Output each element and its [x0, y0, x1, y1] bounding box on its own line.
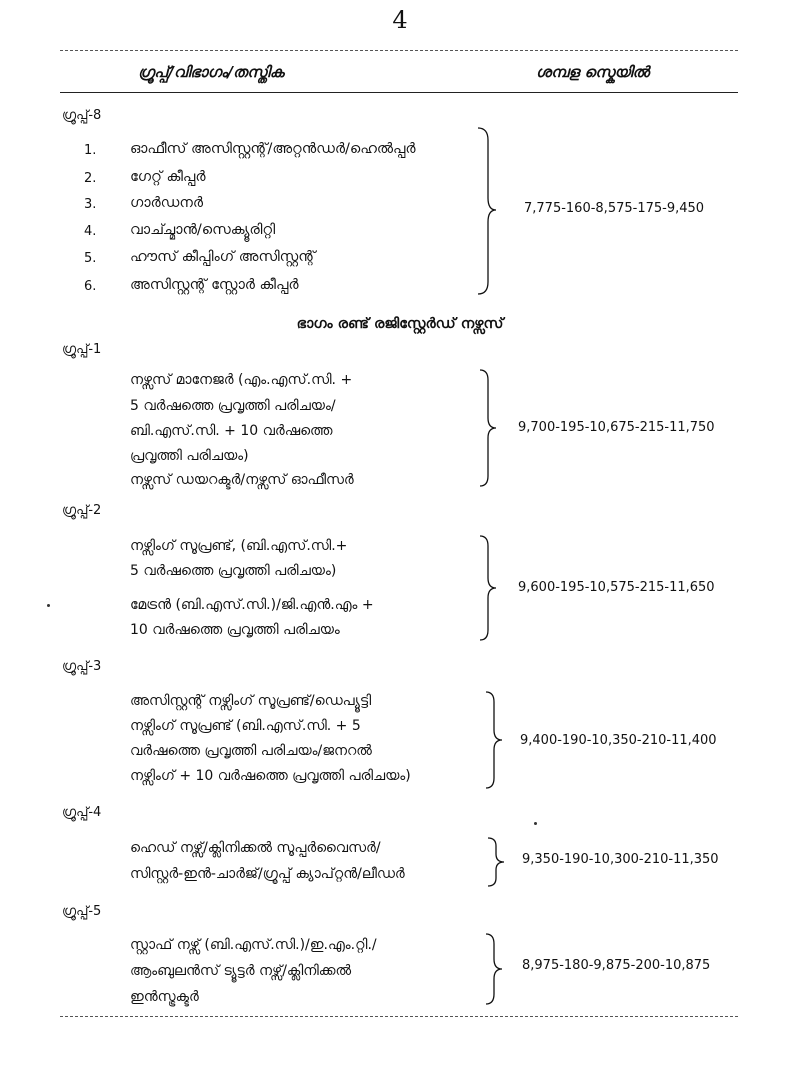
group-5-line: സ്റ്റാഫ് നഴ്സ് (ബി.എസ്.സി.)/ഇ.എം.റ്റി./: [130, 937, 377, 953]
list-item: ഓഫീസ് അസിസ്റ്റന്റ്/അറ്റൻഡർ/ഹെൽപ്പർ: [130, 141, 416, 157]
list-item: ഹൗസ് കീപ്പിംഗ് അസിസ്റ്റന്റ്: [130, 249, 316, 265]
list-item: അസിസ്റ്റന്റ് സ്റ്റോർ കീപ്പർ: [130, 277, 299, 293]
group-3-pay-scale: 9,400-190-10,350-210-11,400: [520, 733, 717, 748]
group-4-brace: [486, 836, 510, 888]
group-8-brace: [476, 126, 500, 296]
list-item: ഗാർഡനർ: [130, 195, 204, 211]
page-number: 4: [392, 6, 408, 34]
scan-speck: [47, 604, 50, 607]
group-3-line: അസിസ്റ്റന്റ് നഴ്സിംഗ് സൂപ്രണ്ട്/ഡെപ്യൂട്ടി: [130, 693, 372, 709]
group-1-line: 5 വർഷത്തെ പ്രവൃത്തി പരിചയം/: [130, 398, 336, 414]
group-1-line: പ്രവൃത്തി പരിചയം): [130, 448, 249, 464]
group-1-pay-scale: 9,700-195-10,675-215-11,750: [518, 420, 715, 435]
list-item-number: 2.: [84, 171, 97, 186]
list-item-number: 4.: [84, 224, 97, 239]
group-1-brace: [478, 368, 502, 488]
list-item-number: 6.: [84, 279, 97, 294]
group-5-line: ആംബുലൻസ് ട്യൂട്ടർ നഴ്സ്/ക്ലിനിക്കൽ: [130, 963, 352, 979]
list-item: വാച്ച്മാൻ/സെക്യൂരിറ്റി: [130, 222, 276, 238]
group-1-label: ഗ്രൂപ്പ്-1: [62, 342, 102, 357]
list-item-number: 5.: [84, 251, 97, 266]
group-5-brace: [484, 932, 508, 1006]
scan-speck: [534, 822, 537, 825]
group-2-line: 5 വർഷത്തെ പ്രവൃത്തി പരിചയം): [130, 563, 337, 579]
group-1-line: നഴ്സസ് ഡയറക്ടർ/നഴ്സസ് ഓഫീസർ: [130, 472, 354, 488]
footer-rule: [60, 1016, 738, 1017]
group-5-pay-scale: 8,975-180-9,875-200-10,875: [522, 958, 711, 973]
group-3-brace: [484, 690, 508, 790]
group-2-line: മേട്രൻ (ബി.എസ്.സി.)/ജി.എൻ.എം +: [130, 597, 374, 613]
group-3-line: വർഷത്തെ പ്രവൃത്തി പരിചയം/ജനറൽ: [130, 743, 372, 759]
group-3-line: നഴ്സിംഗ് + 10 വർഷത്തെ പ്രവൃത്തി പരിചയം): [130, 768, 411, 784]
group-5-line: ഇൻസ്ട്രക്ടർ: [130, 989, 199, 1005]
group-2-line: നഴ്സിംഗ് സൂപ്രണ്ട്, (ബി.എസ്.സി.+: [130, 538, 348, 554]
group-2-brace: [478, 534, 502, 642]
group-8-pay-scale: 7,775-160-8,575-175-9,450: [524, 201, 705, 216]
group-5-label: ഗ്രൂപ്പ്-5: [62, 904, 102, 919]
group-4-pay-scale: 9,350-190-10,300-210-11,350: [522, 852, 719, 867]
list-item-number: 1.: [84, 143, 97, 158]
group-4-line: സിസ്റ്റർ-ഇൻ-ചാർജ്/ഗ്രൂപ്പ് ക്യാപ്റ്റൻ/ലീഡർ: [130, 866, 405, 882]
group-1-line: നഴ്സസ് മാനേജർ (എം.എസ്.സി. +: [130, 372, 353, 388]
list-item: ഗേറ്റ് കീപ്പർ: [130, 169, 206, 185]
group-4-label: ഗ്രൂപ്പ്-4: [62, 805, 102, 820]
group-2-label: ഗ്രൂപ്പ്-2: [62, 503, 102, 518]
group-2-line: 10 വർഷത്തെ പ്രവൃത്തി പരിചയം: [130, 622, 340, 638]
group-8-label: ഗ്രൂപ്പ്-8: [62, 108, 102, 123]
group-3-line: നഴ്സിംഗ് സൂപ്രണ്ട് (ബി.എസ്.സി. + 5: [130, 718, 361, 734]
part-2-title: ഭാഗം രണ്ട് രജിസ്റ്റേർഡ് നഴ്സസ്: [296, 316, 504, 332]
column-header-category: ഗ്രൂപ്പ്/വിഭാഗം/തസ്തിക: [138, 63, 285, 81]
group-2-pay-scale: 9,600-195-10,575-215-11,650: [518, 580, 715, 595]
group-1-line: ബി.എസ്.സി. + 10 വർഷത്തെ: [130, 423, 333, 439]
group-3-label: ഗ്രൂപ്പ്-3: [62, 659, 102, 674]
group-4-line: ഹെഡ് നഴ്സ്/ക്ലിനിക്കൽ സൂപ്പർവൈസർ/: [130, 840, 381, 856]
column-header-pay-scale: ശമ്പള സ്കെയിൽ: [536, 63, 650, 81]
list-item-number: 3.: [84, 197, 97, 212]
header-bottom-rule: [60, 92, 738, 93]
header-top-rule: [60, 50, 738, 51]
